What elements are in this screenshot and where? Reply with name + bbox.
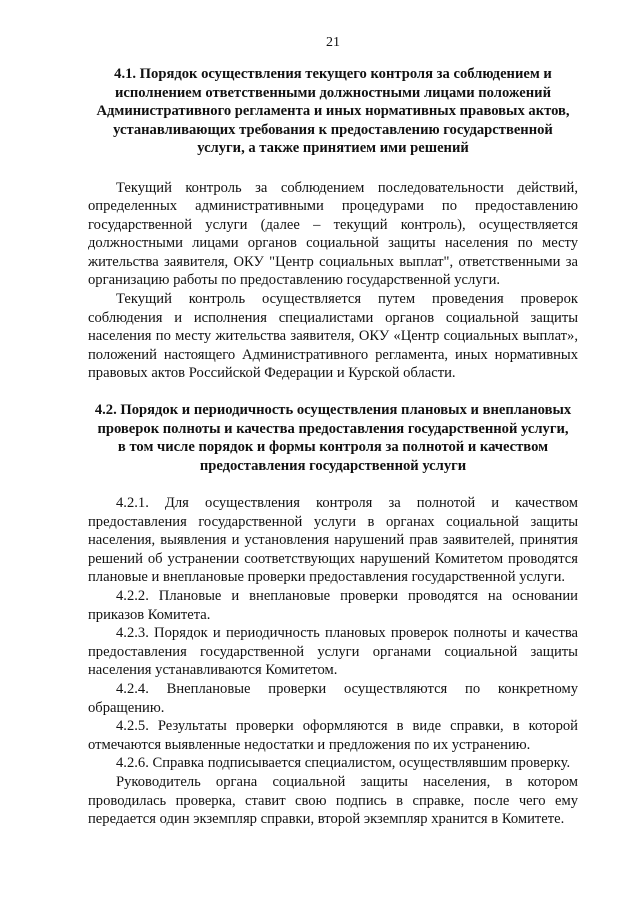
paragraph-4-2-5: 4.2.5. Результаты проверки оформляются в виде справки, в которой отмечаются выявленные недостатки и предложения по их устранению.: [88, 718, 578, 753]
paragraph: Руководитель органа социальной защиты населения, в котором проводилась проверка, ставит свою подпись в справке, после чего ему передается один экземпляр справки, второй экземпляр хранится в Комитете.: [88, 773, 578, 828]
paragraph: Текущий контроль за соблюдением последовательности действий, определенных административными процедурами по предоставлению государственной услуги (далее – текущий контроль), осуществляется должностными лицами органов социальной защиты населения по месту жительства заявителя, ОКУ "Центр социальных выплат", ответственными за организацию работы по предоставлению государственной услуги.: [88, 179, 578, 289]
section-heading-4-2: 4.2. Порядок и периодичность осуществления плановых и внеплановых проверок полноты и качества предоставления государственной услуги, в том числе порядок и формы контроля за полнотой и качеством предоставления государственной услуги: [94, 402, 572, 474]
paragraph-4-2-4: 4.2.4. Внеплановые проверки осуществляются по конкретному обращению.: [88, 680, 578, 716]
paragraph: Текущий контроль осуществляется путем проведения проверок соблюдения и исполнения специалистами органов социальной защиты населения по месту жительства заявителя, ОКУ «Центр социальных выплат», положений настоящего Административного регламента, иных нормативных правовых актов Российской Федерации и Курской области.: [88, 291, 578, 382]
paragraph-4-2-3: 4.2.3. Порядок и периодичность плановых проверок полноты и качества предоставления государственной услуги органами социальной защиты населения устанавливаются Комитетом.: [88, 625, 578, 679]
paragraph-4-2-6: 4.2.6. Справка подписывается специалистом, осуществлявшим проверку.: [116, 755, 571, 772]
section-heading-4-1: 4.1. Порядок осуществления текущего контроля за соблюдением и исполнением ответственными должностными лицами положений Административного регламента и иных нормативных правовых актов, устанавливающих требования к предоставлению государственной услуги, а также принятием ими решений: [96, 66, 570, 156]
paragraph-4-2-2: 4.2.2. Плановые и внеплановые проверки проводятся на основании приказов Комитета.: [88, 588, 578, 623]
paragraph-4-2-1: 4.2.1. Для осуществления контроля за полнотой и качеством предоставления государственной услуги в органах социальной защиты населения, выявления и установления нарушений прав заявителей, принятия решений об устранении соответствующих нарушений Комитетом проводятся плановые и внеплановые проверки предоставления государственной услуги.: [88, 495, 578, 586]
page-number: 21: [326, 35, 340, 50]
